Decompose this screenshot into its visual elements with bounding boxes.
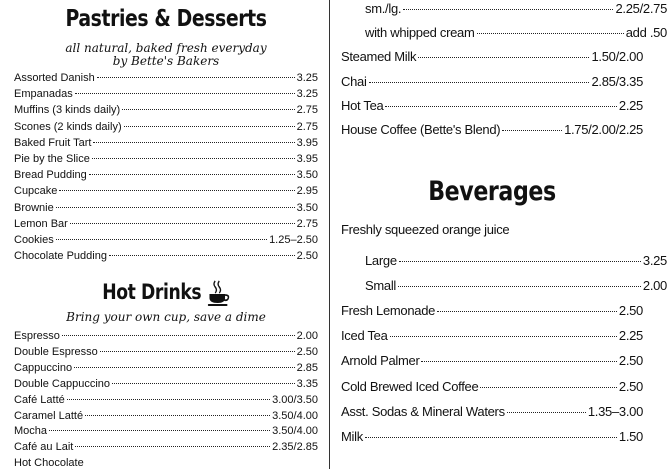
item-price: 2.35/2.85 xyxy=(272,441,318,454)
oj-subheading: Freshly squeezed orange juice xyxy=(341,222,510,237)
item-name: Espresso xyxy=(14,330,60,342)
pastry-item xyxy=(14,185,318,199)
leader-dots xyxy=(418,57,589,58)
column-divider xyxy=(329,0,330,469)
item-name: Iced Tea xyxy=(341,328,388,344)
item-name: sm./lg. xyxy=(365,1,402,16)
hot-drink-item xyxy=(14,362,318,376)
oj-subheading-row xyxy=(341,222,643,239)
item-name: Asst. Sodas & Mineral Waters xyxy=(341,403,505,419)
item-price: 2.50 xyxy=(618,353,643,369)
pastry-item xyxy=(14,121,318,135)
item-name: Hot Chocolate xyxy=(14,457,84,470)
leader-dots xyxy=(477,33,624,34)
item-name: Chocolate Pudding xyxy=(14,250,107,263)
leader-dots xyxy=(70,223,295,224)
pastry-item xyxy=(14,104,318,118)
item-name: Double Espresso xyxy=(14,345,98,358)
pastries-tagline: all natural, baked fresh everyday xyxy=(65,41,267,55)
beverage-item xyxy=(341,404,643,421)
leader-dots xyxy=(56,207,295,208)
pastry-item xyxy=(14,153,318,167)
beverages-heading: Beverages xyxy=(428,176,556,207)
hot-drink-item xyxy=(14,378,318,392)
leader-dots xyxy=(89,174,295,175)
leader-dots xyxy=(399,261,641,262)
item-price: 3.00/3.50 xyxy=(272,393,318,406)
item-price: 2.50 xyxy=(618,303,643,319)
item-name: with whipped cream xyxy=(365,25,475,41)
item-name: Assorted Danish xyxy=(14,72,95,84)
item-price: 3.25 xyxy=(296,88,318,101)
leader-dots xyxy=(97,77,295,78)
item-price: 3.50 xyxy=(296,169,318,182)
item-name: Hot Tea xyxy=(341,97,384,113)
item-price: 3.35 xyxy=(296,377,318,390)
item-price: 2.75 xyxy=(296,120,318,133)
leader-dots xyxy=(480,387,617,388)
beverage-item xyxy=(341,353,643,370)
hot-drink-item xyxy=(341,1,667,18)
item-price: 3.50/4.00 xyxy=(272,425,318,438)
leader-dots xyxy=(67,399,270,400)
item-price: 1.35–3.00 xyxy=(587,403,643,419)
item-name: Large xyxy=(365,253,397,268)
hot-drink-item xyxy=(14,346,318,360)
item-name: Double Cappuccino xyxy=(14,377,111,390)
leader-dots xyxy=(74,367,294,368)
item-name: Lemon Bar xyxy=(14,217,68,230)
leader-dots xyxy=(502,130,562,131)
item-price: 2.50 xyxy=(296,345,318,358)
leader-dots xyxy=(403,9,613,10)
item-price: 2.50 xyxy=(296,250,318,263)
beverage-item xyxy=(341,379,643,396)
item-price: 1.25–2.50 xyxy=(269,234,318,246)
leader-dots xyxy=(385,106,616,107)
item-name: Scones (2 kinds daily) xyxy=(14,120,122,133)
item-name: Bread Pudding xyxy=(14,169,87,182)
hot-drink-item xyxy=(341,122,643,139)
pastry-item xyxy=(14,250,318,264)
hot-drink-item xyxy=(341,98,643,115)
hot-drink-item xyxy=(14,425,318,439)
leader-dots xyxy=(390,336,617,337)
beverage-item xyxy=(341,429,643,446)
pastry-item xyxy=(14,88,318,102)
item-name: Arnold Palmer xyxy=(341,353,420,369)
item-price: 3.25 xyxy=(296,72,318,84)
item-name: Cappuccino xyxy=(14,361,73,374)
item-name: Cookies xyxy=(14,234,54,246)
leader-dots xyxy=(437,311,617,312)
leader-dots xyxy=(100,351,295,352)
leader-dots xyxy=(369,82,590,83)
leader-dots xyxy=(365,437,617,438)
item-name: Café au Lait xyxy=(14,441,74,454)
item-price: 2.85/3.35 xyxy=(591,73,643,89)
leader-dots xyxy=(124,126,295,127)
item-name: Mocha xyxy=(14,425,48,438)
leader-dots xyxy=(109,255,295,256)
item-name: Fresh Lemonade xyxy=(341,303,436,319)
hot-drinks-heading: Hot Drinks xyxy=(102,280,202,304)
hot-drink-item xyxy=(14,394,318,408)
hot-drink-item xyxy=(14,457,318,471)
pastry-item xyxy=(14,202,318,216)
item-price: 2.00 xyxy=(642,278,667,294)
hot-drink-item xyxy=(341,25,667,42)
leader-dots xyxy=(507,412,586,413)
item-name: Baked Fruit Tart xyxy=(14,136,92,149)
hot-drink-item xyxy=(341,49,643,66)
leader-dots xyxy=(62,335,295,336)
item-price: 3.95 xyxy=(296,136,318,149)
leader-dots xyxy=(56,239,267,240)
beverage-item xyxy=(341,253,667,270)
item-price: add .50 xyxy=(625,25,667,41)
item-price: 2.95 xyxy=(296,185,318,198)
item-name: Chai xyxy=(341,73,367,89)
beverage-item xyxy=(341,328,643,345)
item-price: 2.50 xyxy=(618,378,643,394)
beverage-item xyxy=(341,303,643,320)
hot-drinks-heading-row xyxy=(41,279,290,307)
item-name: Café Latté xyxy=(14,393,65,406)
item-price: 1.50 xyxy=(618,428,643,444)
leader-dots xyxy=(122,109,294,110)
item-price: 3.50 xyxy=(296,201,318,214)
leader-dots xyxy=(75,446,270,447)
leader-dots xyxy=(92,158,295,159)
leader-dots xyxy=(398,286,641,287)
item-name: Cold Brewed Iced Coffee xyxy=(341,378,479,394)
item-name: Pie by the Slice xyxy=(14,153,90,165)
hot-drink-item xyxy=(341,74,643,91)
pastry-item xyxy=(14,218,318,232)
item-price: 3.25 xyxy=(642,253,667,268)
pastries-heading: Pastries & Desserts xyxy=(65,6,267,32)
leader-dots xyxy=(93,142,294,143)
leader-dots xyxy=(421,361,616,362)
item-name: House Coffee (Bette's Blend) xyxy=(341,122,501,137)
beverage-item xyxy=(341,278,667,295)
item-price: 2.75 xyxy=(296,104,318,117)
item-name: Milk xyxy=(341,428,363,444)
item-price: 2.25 xyxy=(618,97,643,113)
item-name: Cupcake xyxy=(14,185,58,198)
pastry-item xyxy=(14,72,318,86)
item-name: Brownie xyxy=(14,201,54,214)
hot-drink-item xyxy=(14,330,318,344)
pastry-item xyxy=(14,137,318,151)
item-price: 1.75/2.00/2.25 xyxy=(564,122,643,137)
pastry-item xyxy=(14,234,318,248)
item-price: 2.00 xyxy=(296,330,318,342)
item-name: Muffins (3 kinds daily) xyxy=(14,104,121,117)
pastries-tagline-bakers: by Bette's Bakers xyxy=(112,54,220,68)
item-price: 3.50/4.00 xyxy=(272,409,318,422)
coffee-cup-icon xyxy=(207,279,230,307)
item-name: Empanadas xyxy=(14,88,73,101)
hot-drink-item xyxy=(14,410,318,424)
item-name: Small xyxy=(365,278,397,294)
item-price: 1.50/2.00 xyxy=(591,49,643,65)
leader-dots xyxy=(112,383,295,384)
item-name: Steamed Milk xyxy=(341,49,417,65)
hot-drinks-tagline: Bring your own cup, save a dime xyxy=(66,310,266,324)
leader-dots xyxy=(49,430,270,431)
leader-dots xyxy=(75,93,295,94)
pastry-item xyxy=(14,169,318,183)
hot-drink-item xyxy=(14,441,318,455)
leader-dots xyxy=(85,415,270,416)
leader-dots xyxy=(59,190,294,191)
item-price: 2.75 xyxy=(296,217,318,230)
item-name: Caramel Latté xyxy=(14,409,84,422)
item-price: 2.85 xyxy=(296,361,318,374)
item-price: 3.95 xyxy=(296,153,318,165)
item-price: 2.25 xyxy=(618,328,643,344)
item-price: 2.25/2.75 xyxy=(615,1,667,16)
